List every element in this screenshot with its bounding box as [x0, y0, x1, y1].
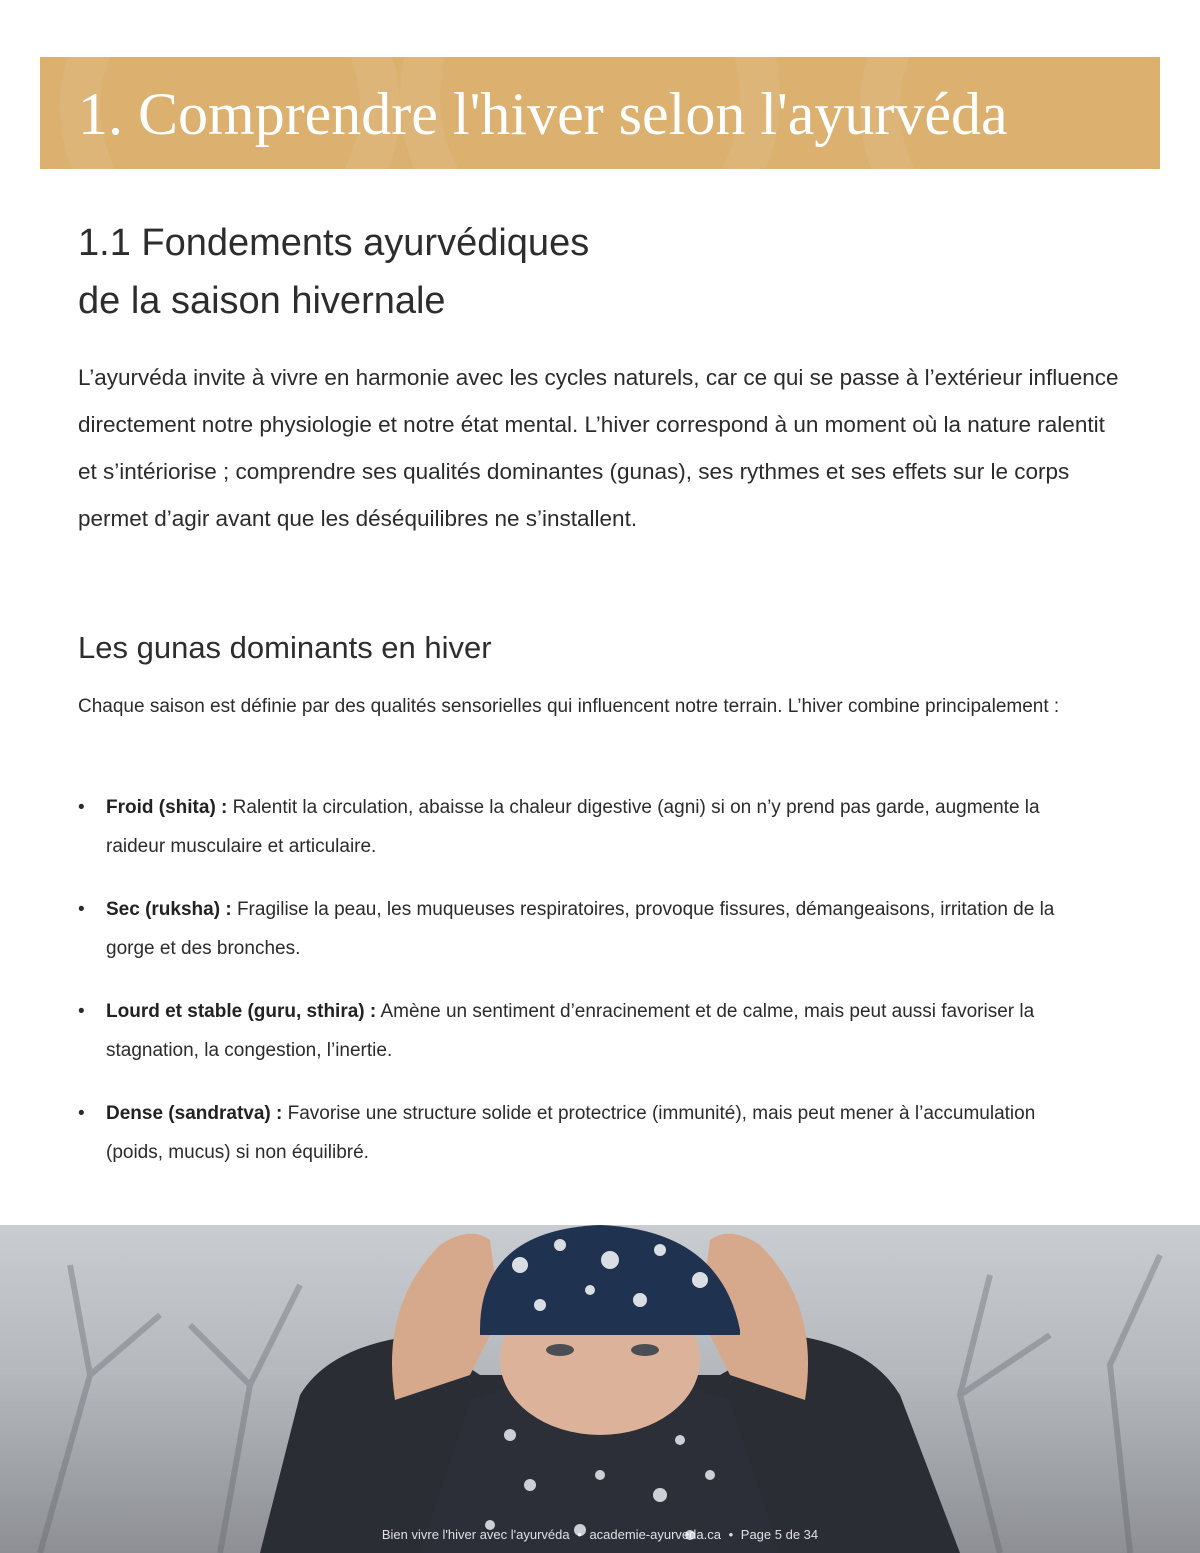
intro-paragraph: L’ayurvéda invite à vivre en harmonie avec les cycles naturels, car ce qui se passe à l’extérieur influence directement notre physiologie et notre état mental. L’hiver correspond à un moment où la nature ralentit et s’intériorise ; comprendre ses qualités dominantes (gunas), ses rythmes et ses effets sur le corps permet d’agir avant que les déséquilibres ne s’installent. [78, 365, 1119, 531]
winter-photo [0, 1225, 1200, 1553]
list-item [78, 992, 1078, 1070]
chapter-title: 1. Comprendre l'hiver selon l'ayurvéda [78, 81, 1008, 147]
footer-page-number: Page 5 de 34 [740, 1527, 819, 1542]
footer-separator: • [577, 1527, 582, 1542]
gunas-list [78, 788, 1078, 1196]
list-item [78, 1094, 1078, 1172]
bullet: • [78, 1103, 85, 1124]
chapter-banner [40, 57, 1160, 169]
gunas-heading: Les gunas dominants en hiver [78, 630, 492, 665]
guna-description: Favorise une structure solide et protectrice (immunité), mais peut mener à l’accumulation (poids, mucus) si non équilibré. [106, 1103, 1036, 1163]
gunas-lead: Chaque saison est définie par des qualités sensorielles qui influencent notre terrain. L’hiver combine principalement : [78, 696, 1060, 717]
guna-description: Fragilise la peau, les muqueuses respiratoires, provoque fissures, démangeaisons, irritation de la gorge et des bronches. [106, 899, 1055, 959]
guna-term: Sec (ruksha) : [106, 899, 232, 920]
bullet: • [78, 1001, 85, 1022]
guna-term: Froid (shita) : [106, 797, 228, 818]
page-footer [0, 1527, 1200, 1542]
footer-book-title: Bien vivre l'hiver avec l'ayurvéda [381, 1527, 570, 1542]
bullet: • [78, 797, 85, 818]
footer-separator: • [728, 1527, 734, 1542]
list-item [78, 890, 1078, 968]
guna-term: Dense (sandratva) : [106, 1103, 283, 1124]
section-heading-line2: de la saison hivernale [78, 280, 446, 322]
guna-description: Amène un sentiment d’enracinement et de calme, mais peut aussi favoriser la stagnation, la congestion, l’inertie. [106, 1001, 1035, 1061]
footer-website-link[interactable]: academie-ayurveda.ca [589, 1527, 721, 1542]
guna-description: Ralentit la circulation, abaisse la chaleur digestive (agni) si on n’y prend pas garde, augmente la raideur musculaire et articulaire. [106, 797, 1040, 857]
list-item [78, 788, 1078, 866]
bullet: • [78, 899, 85, 920]
section-heading-line1: 1.1 Fondements ayurvédiques [78, 222, 590, 264]
winter-person-illustration [0, 1225, 1200, 1553]
section-heading [78, 214, 978, 330]
guna-term: Lourd et stable (guru, sthira) : [106, 1001, 377, 1022]
